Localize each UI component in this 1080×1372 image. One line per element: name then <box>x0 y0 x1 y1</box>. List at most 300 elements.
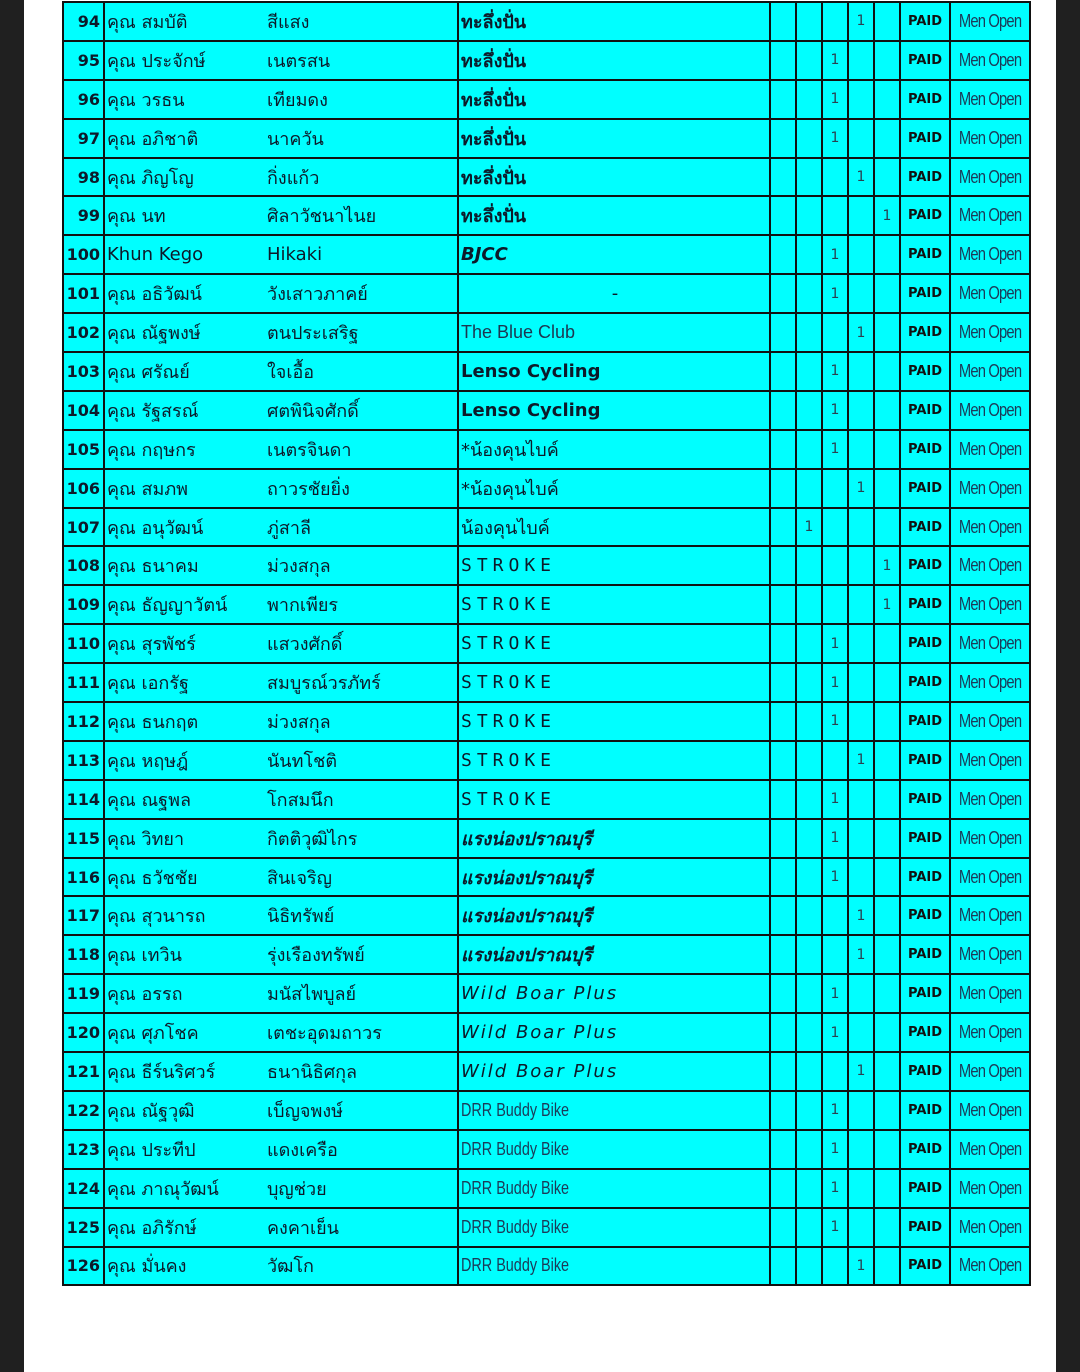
count-cell-4[interactable] <box>848 819 874 858</box>
club-cell[interactable] <box>458 546 770 585</box>
count-cell-2[interactable] <box>796 1013 822 1052</box>
count-cell-1[interactable] <box>770 546 796 585</box>
row-number-cell[interactable]: 94 <box>63 2 104 41</box>
count-cell-1[interactable] <box>770 1169 796 1208</box>
count-cell-4[interactable]: 1 <box>848 2 874 41</box>
name-cell[interactable] <box>104 508 458 547</box>
count-cell-2[interactable] <box>796 780 822 819</box>
category-cell[interactable] <box>950 1208 1030 1247</box>
count-cell-5[interactable] <box>874 1130 900 1169</box>
count-cell-2[interactable] <box>796 585 822 624</box>
row-number-cell[interactable]: 116 <box>63 858 104 897</box>
name-cell[interactable] <box>104 41 458 80</box>
payment-status-cell[interactable]: PAID <box>900 1091 950 1130</box>
count-cell-4[interactable] <box>848 702 874 741</box>
count-cell-2[interactable] <box>796 1130 822 1169</box>
count-cell-1[interactable] <box>770 585 796 624</box>
count-cell-3[interactable]: 1 <box>822 1169 848 1208</box>
name-cell[interactable] <box>104 274 458 313</box>
name-cell[interactable] <box>104 430 458 469</box>
club-cell[interactable] <box>458 391 770 430</box>
club-cell[interactable] <box>458 780 770 819</box>
count-cell-2[interactable] <box>796 158 822 197</box>
name-cell[interactable] <box>104 469 458 508</box>
count-cell-1[interactable] <box>770 196 796 235</box>
count-cell-4[interactable] <box>848 1208 874 1247</box>
count-cell-3[interactable]: 1 <box>822 624 848 663</box>
payment-status-cell[interactable]: PAID <box>900 508 950 547</box>
count-cell-4[interactable] <box>848 1130 874 1169</box>
club-cell[interactable] <box>458 896 770 935</box>
row-number-cell[interactable]: 114 <box>63 780 104 819</box>
count-cell-1[interactable] <box>770 235 796 274</box>
row-number-cell[interactable]: 110 <box>63 624 104 663</box>
row-number-cell[interactable]: 98 <box>63 158 104 197</box>
count-cell-4[interactable] <box>848 430 874 469</box>
count-cell-4[interactable] <box>848 274 874 313</box>
category-cell[interactable] <box>950 430 1030 469</box>
count-cell-4[interactable] <box>848 780 874 819</box>
payment-status-cell[interactable]: PAID <box>900 741 950 780</box>
name-cell[interactable] <box>104 624 458 663</box>
payment-status-cell[interactable]: PAID <box>900 352 950 391</box>
count-cell-1[interactable] <box>770 896 796 935</box>
row-number-cell[interactable]: 113 <box>63 741 104 780</box>
count-cell-2[interactable] <box>796 1169 822 1208</box>
category-cell[interactable] <box>950 1052 1030 1091</box>
row-number-cell[interactable]: 95 <box>63 41 104 80</box>
row-number-cell[interactable]: 123 <box>63 1130 104 1169</box>
count-cell-5[interactable] <box>874 819 900 858</box>
category-cell[interactable] <box>950 274 1030 313</box>
category-cell[interactable] <box>950 741 1030 780</box>
count-cell-5[interactable] <box>874 935 900 974</box>
count-cell-5[interactable] <box>874 430 900 469</box>
row-number-cell[interactable]: 111 <box>63 663 104 702</box>
name-cell[interactable] <box>104 585 458 624</box>
count-cell-4[interactable] <box>848 624 874 663</box>
count-cell-2[interactable] <box>796 41 822 80</box>
payment-status-cell[interactable]: PAID <box>900 80 950 119</box>
club-cell[interactable] <box>458 1013 770 1052</box>
payment-status-cell[interactable]: PAID <box>900 2 950 41</box>
count-cell-3[interactable]: 1 <box>822 80 848 119</box>
category-cell[interactable] <box>950 624 1030 663</box>
club-cell[interactable] <box>458 1130 770 1169</box>
club-cell[interactable] <box>458 1169 770 1208</box>
category-cell[interactable] <box>950 80 1030 119</box>
count-cell-2[interactable] <box>796 546 822 585</box>
count-cell-1[interactable] <box>770 741 796 780</box>
count-cell-2[interactable] <box>796 352 822 391</box>
category-cell[interactable] <box>950 1130 1030 1169</box>
count-cell-3[interactable] <box>822 1052 848 1091</box>
count-cell-1[interactable] <box>770 469 796 508</box>
count-cell-5[interactable] <box>874 702 900 741</box>
count-cell-1[interactable] <box>770 391 796 430</box>
count-cell-5[interactable] <box>874 274 900 313</box>
payment-status-cell[interactable]: PAID <box>900 430 950 469</box>
count-cell-1[interactable] <box>770 935 796 974</box>
count-cell-5[interactable] <box>874 858 900 897</box>
count-cell-3[interactable] <box>822 2 848 41</box>
count-cell-5[interactable]: 1 <box>874 585 900 624</box>
count-cell-2[interactable] <box>796 624 822 663</box>
count-cell-5[interactable] <box>874 158 900 197</box>
count-cell-1[interactable] <box>770 624 796 663</box>
row-number-cell[interactable]: 121 <box>63 1052 104 1091</box>
count-cell-3[interactable]: 1 <box>822 391 848 430</box>
category-cell[interactable] <box>950 391 1030 430</box>
count-cell-4[interactable] <box>848 235 874 274</box>
category-cell[interactable] <box>950 585 1030 624</box>
club-cell[interactable] <box>458 935 770 974</box>
count-cell-1[interactable] <box>770 508 796 547</box>
count-cell-2[interactable] <box>796 935 822 974</box>
count-cell-5[interactable] <box>874 741 900 780</box>
payment-status-cell[interactable]: PAID <box>900 1052 950 1091</box>
club-cell[interactable] <box>458 119 770 158</box>
count-cell-5[interactable] <box>874 624 900 663</box>
category-cell[interactable] <box>950 1247 1030 1286</box>
count-cell-2[interactable] <box>796 391 822 430</box>
count-cell-3[interactable] <box>822 508 848 547</box>
count-cell-4[interactable] <box>848 663 874 702</box>
club-cell[interactable] <box>458 819 770 858</box>
name-cell[interactable] <box>104 119 458 158</box>
name-cell[interactable] <box>104 1247 458 1286</box>
row-number-cell[interactable]: 117 <box>63 896 104 935</box>
count-cell-3[interactable] <box>822 546 848 585</box>
club-cell[interactable] <box>458 196 770 235</box>
name-cell[interactable] <box>104 80 458 119</box>
count-cell-4[interactable]: 1 <box>848 741 874 780</box>
club-cell[interactable] <box>458 1052 770 1091</box>
count-cell-5[interactable] <box>874 1208 900 1247</box>
payment-status-cell[interactable]: PAID <box>900 546 950 585</box>
count-cell-1[interactable] <box>770 974 796 1013</box>
count-cell-4[interactable] <box>848 1013 874 1052</box>
name-cell[interactable] <box>104 2 458 41</box>
row-number-cell[interactable]: 99 <box>63 196 104 235</box>
count-cell-3[interactable] <box>822 896 848 935</box>
count-cell-4[interactable]: 1 <box>848 313 874 352</box>
row-number-cell[interactable]: 104 <box>63 391 104 430</box>
count-cell-4[interactable] <box>848 119 874 158</box>
count-cell-5[interactable] <box>874 235 900 274</box>
count-cell-1[interactable] <box>770 1130 796 1169</box>
count-cell-3[interactable]: 1 <box>822 1013 848 1052</box>
count-cell-3[interactable] <box>822 935 848 974</box>
club-cell[interactable] <box>458 430 770 469</box>
count-cell-5[interactable] <box>874 41 900 80</box>
club-cell[interactable] <box>458 235 770 274</box>
name-cell[interactable] <box>104 196 458 235</box>
payment-status-cell[interactable]: PAID <box>900 1208 950 1247</box>
count-cell-1[interactable] <box>770 313 796 352</box>
payment-status-cell[interactable]: PAID <box>900 119 950 158</box>
name-cell[interactable] <box>104 819 458 858</box>
category-cell[interactable] <box>950 935 1030 974</box>
row-number-cell[interactable]: 120 <box>63 1013 104 1052</box>
payment-status-cell[interactable]: PAID <box>900 896 950 935</box>
payment-status-cell[interactable]: PAID <box>900 585 950 624</box>
count-cell-2[interactable] <box>796 313 822 352</box>
count-cell-3[interactable]: 1 <box>822 41 848 80</box>
payment-status-cell[interactable]: PAID <box>900 391 950 430</box>
payment-status-cell[interactable]: PAID <box>900 469 950 508</box>
count-cell-3[interactable] <box>822 196 848 235</box>
name-cell[interactable] <box>104 741 458 780</box>
name-cell[interactable] <box>104 391 458 430</box>
count-cell-5[interactable] <box>874 780 900 819</box>
category-cell[interactable] <box>950 819 1030 858</box>
count-cell-5[interactable] <box>874 119 900 158</box>
count-cell-1[interactable] <box>770 158 796 197</box>
count-cell-5[interactable] <box>874 1247 900 1286</box>
count-cell-5[interactable] <box>874 80 900 119</box>
count-cell-1[interactable] <box>770 1052 796 1091</box>
name-cell[interactable] <box>104 935 458 974</box>
count-cell-4[interactable] <box>848 391 874 430</box>
count-cell-3[interactable]: 1 <box>822 235 848 274</box>
name-cell[interactable] <box>104 702 458 741</box>
count-cell-1[interactable] <box>770 1091 796 1130</box>
club-cell[interactable] <box>458 508 770 547</box>
club-cell[interactable] <box>458 158 770 197</box>
count-cell-2[interactable] <box>796 858 822 897</box>
count-cell-3[interactable]: 1 <box>822 974 848 1013</box>
payment-status-cell[interactable]: PAID <box>900 1013 950 1052</box>
category-cell[interactable] <box>950 1091 1030 1130</box>
count-cell-2[interactable] <box>796 1208 822 1247</box>
count-cell-4[interactable]: 1 <box>848 158 874 197</box>
count-cell-5[interactable] <box>874 1091 900 1130</box>
count-cell-5[interactable]: 1 <box>874 546 900 585</box>
count-cell-4[interactable] <box>848 80 874 119</box>
count-cell-4[interactable]: 1 <box>848 1247 874 1286</box>
payment-status-cell[interactable]: PAID <box>900 41 950 80</box>
row-number-cell[interactable]: 119 <box>63 974 104 1013</box>
name-cell[interactable] <box>104 1169 458 1208</box>
name-cell[interactable] <box>104 858 458 897</box>
count-cell-1[interactable] <box>770 702 796 741</box>
count-cell-3[interactable]: 1 <box>822 663 848 702</box>
count-cell-3[interactable]: 1 <box>822 702 848 741</box>
club-cell[interactable] <box>458 1247 770 1286</box>
category-cell[interactable] <box>950 1169 1030 1208</box>
category-cell[interactable] <box>950 858 1030 897</box>
name-cell[interactable] <box>104 780 458 819</box>
count-cell-1[interactable] <box>770 1208 796 1247</box>
count-cell-2[interactable] <box>796 741 822 780</box>
category-cell[interactable] <box>950 663 1030 702</box>
count-cell-1[interactable] <box>770 663 796 702</box>
club-cell[interactable] <box>458 702 770 741</box>
count-cell-2[interactable] <box>796 1091 822 1130</box>
count-cell-4[interactable] <box>848 1091 874 1130</box>
count-cell-5[interactable] <box>874 974 900 1013</box>
payment-status-cell[interactable]: PAID <box>900 158 950 197</box>
category-cell[interactable] <box>950 158 1030 197</box>
row-number-cell[interactable]: 109 <box>63 585 104 624</box>
count-cell-5[interactable] <box>874 313 900 352</box>
count-cell-5[interactable] <box>874 508 900 547</box>
row-number-cell[interactable]: 105 <box>63 430 104 469</box>
count-cell-2[interactable] <box>796 819 822 858</box>
count-cell-2[interactable] <box>796 896 822 935</box>
count-cell-4[interactable] <box>848 41 874 80</box>
club-cell[interactable] <box>458 663 770 702</box>
count-cell-2[interactable] <box>796 430 822 469</box>
category-cell[interactable] <box>950 702 1030 741</box>
count-cell-1[interactable] <box>770 80 796 119</box>
count-cell-3[interactable]: 1 <box>822 1091 848 1130</box>
count-cell-5[interactable] <box>874 352 900 391</box>
count-cell-5[interactable] <box>874 1052 900 1091</box>
name-cell[interactable] <box>104 1052 458 1091</box>
count-cell-4[interactable]: 1 <box>848 935 874 974</box>
count-cell-3[interactable]: 1 <box>822 1208 848 1247</box>
payment-status-cell[interactable]: PAID <box>900 858 950 897</box>
payment-status-cell[interactable]: PAID <box>900 780 950 819</box>
payment-status-cell[interactable]: PAID <box>900 663 950 702</box>
count-cell-1[interactable] <box>770 1013 796 1052</box>
count-cell-2[interactable] <box>796 663 822 702</box>
row-number-cell[interactable]: 122 <box>63 1091 104 1130</box>
name-cell[interactable] <box>104 235 458 274</box>
payment-status-cell[interactable]: PAID <box>900 274 950 313</box>
count-cell-3[interactable]: 1 <box>822 1130 848 1169</box>
category-cell[interactable] <box>950 974 1030 1013</box>
count-cell-3[interactable] <box>822 158 848 197</box>
name-cell[interactable] <box>104 1208 458 1247</box>
payment-status-cell[interactable]: PAID <box>900 1169 950 1208</box>
count-cell-3[interactable] <box>822 469 848 508</box>
row-number-cell[interactable]: 124 <box>63 1169 104 1208</box>
count-cell-4[interactable]: 1 <box>848 469 874 508</box>
club-cell[interactable] <box>458 313 770 352</box>
count-cell-2[interactable] <box>796 1052 822 1091</box>
count-cell-2[interactable] <box>796 974 822 1013</box>
category-cell[interactable] <box>950 896 1030 935</box>
payment-status-cell[interactable]: PAID <box>900 313 950 352</box>
count-cell-1[interactable] <box>770 119 796 158</box>
row-number-cell[interactable]: 102 <box>63 313 104 352</box>
count-cell-2[interactable] <box>796 196 822 235</box>
name-cell[interactable] <box>104 974 458 1013</box>
name-cell[interactable] <box>104 352 458 391</box>
count-cell-3[interactable] <box>822 585 848 624</box>
count-cell-3[interactable]: 1 <box>822 119 848 158</box>
count-cell-3[interactable] <box>822 1247 848 1286</box>
category-cell[interactable] <box>950 41 1030 80</box>
row-number-cell[interactable]: 118 <box>63 935 104 974</box>
row-number-cell[interactable]: 115 <box>63 819 104 858</box>
category-cell[interactable] <box>950 313 1030 352</box>
row-number-cell[interactable]: 101 <box>63 274 104 313</box>
count-cell-5[interactable] <box>874 1169 900 1208</box>
count-cell-2[interactable] <box>796 235 822 274</box>
club-cell[interactable] <box>458 974 770 1013</box>
count-cell-3[interactable]: 1 <box>822 819 848 858</box>
row-number-cell[interactable]: 100 <box>63 235 104 274</box>
category-cell[interactable] <box>950 2 1030 41</box>
club-cell[interactable] <box>458 585 770 624</box>
row-number-cell[interactable]: 126 <box>63 1247 104 1286</box>
club-cell[interactable] <box>458 741 770 780</box>
category-cell[interactable] <box>950 546 1030 585</box>
name-cell[interactable] <box>104 1013 458 1052</box>
count-cell-1[interactable] <box>770 352 796 391</box>
club-cell[interactable] <box>458 352 770 391</box>
category-cell[interactable] <box>950 780 1030 819</box>
count-cell-5[interactable] <box>874 1013 900 1052</box>
count-cell-2[interactable] <box>796 119 822 158</box>
payment-status-cell[interactable]: PAID <box>900 235 950 274</box>
club-cell[interactable] <box>458 1208 770 1247</box>
count-cell-5[interactable] <box>874 2 900 41</box>
count-cell-3[interactable]: 1 <box>822 780 848 819</box>
count-cell-5[interactable] <box>874 469 900 508</box>
count-cell-4[interactable]: 1 <box>848 896 874 935</box>
payment-status-cell[interactable]: PAID <box>900 974 950 1013</box>
count-cell-2[interactable] <box>796 2 822 41</box>
count-cell-4[interactable] <box>848 858 874 897</box>
count-cell-4[interactable] <box>848 352 874 391</box>
name-cell[interactable] <box>104 1091 458 1130</box>
row-number-cell[interactable]: 112 <box>63 702 104 741</box>
count-cell-1[interactable] <box>770 274 796 313</box>
count-cell-3[interactable]: 1 <box>822 352 848 391</box>
row-number-cell[interactable]: 97 <box>63 119 104 158</box>
count-cell-1[interactable] <box>770 858 796 897</box>
row-number-cell[interactable]: 103 <box>63 352 104 391</box>
count-cell-5[interactable]: 1 <box>874 196 900 235</box>
count-cell-2[interactable] <box>796 702 822 741</box>
club-cell[interactable] <box>458 80 770 119</box>
name-cell[interactable] <box>104 313 458 352</box>
club-cell[interactable] <box>458 41 770 80</box>
category-cell[interactable] <box>950 1013 1030 1052</box>
payment-status-cell[interactable]: PAID <box>900 196 950 235</box>
category-cell[interactable] <box>950 196 1030 235</box>
club-cell[interactable] <box>458 274 770 313</box>
name-cell[interactable] <box>104 896 458 935</box>
category-cell[interactable] <box>950 508 1030 547</box>
count-cell-1[interactable] <box>770 780 796 819</box>
payment-status-cell[interactable]: PAID <box>900 624 950 663</box>
count-cell-2[interactable] <box>796 274 822 313</box>
name-cell[interactable] <box>104 1130 458 1169</box>
club-cell[interactable] <box>458 858 770 897</box>
payment-status-cell[interactable]: PAID <box>900 702 950 741</box>
club-cell[interactable] <box>458 624 770 663</box>
payment-status-cell[interactable]: PAID <box>900 819 950 858</box>
payment-status-cell[interactable]: PAID <box>900 1130 950 1169</box>
payment-status-cell[interactable]: PAID <box>900 1247 950 1286</box>
category-cell[interactable] <box>950 235 1030 274</box>
club-cell[interactable] <box>458 469 770 508</box>
count-cell-2[interactable] <box>796 80 822 119</box>
name-cell[interactable] <box>104 663 458 702</box>
category-cell[interactable] <box>950 119 1030 158</box>
row-number-cell[interactable]: 106 <box>63 469 104 508</box>
count-cell-2[interactable] <box>796 1247 822 1286</box>
count-cell-5[interactable] <box>874 391 900 430</box>
name-cell[interactable] <box>104 546 458 585</box>
count-cell-1[interactable] <box>770 430 796 469</box>
